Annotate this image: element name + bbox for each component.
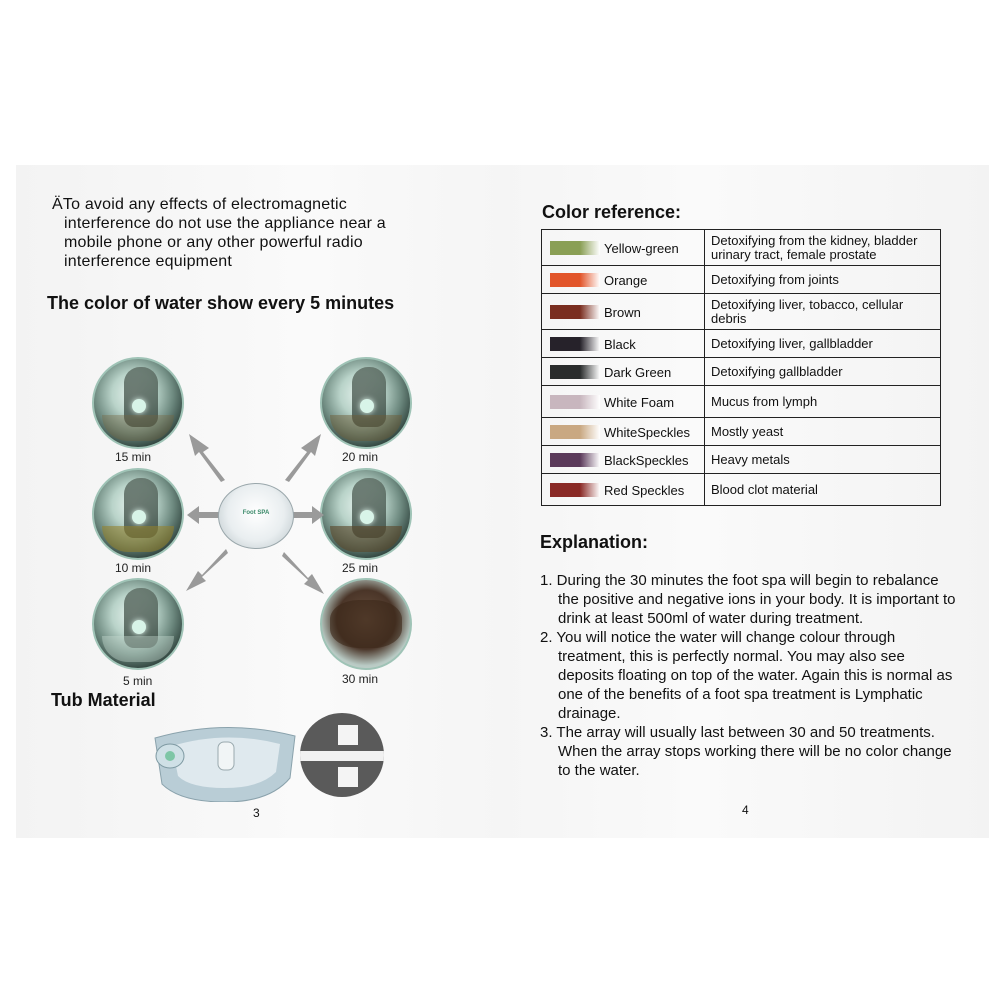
- tub-detail-zoom: [300, 713, 384, 797]
- stage-10min-photo: [92, 468, 184, 560]
- color-swatch: [550, 273, 600, 287]
- warning-line: mobile phone or any other powerful radio: [64, 234, 363, 251]
- arrow-to-20min-icon: [275, 430, 325, 490]
- list-item: 3. The array will usually last between 30 and 50 treatments. When the array stops working there will be no color change to the water.: [540, 724, 952, 779]
- arrow-to-15min-icon: [185, 430, 235, 490]
- arrow-to-30min-icon: [280, 548, 330, 600]
- color-description: Mostly yeast: [705, 418, 941, 446]
- foot-tub-image: [150, 718, 300, 802]
- color-sample-cell: [542, 418, 705, 446]
- emi-warning: [52, 195, 472, 271]
- arrow-to-5min-icon: [182, 545, 232, 595]
- color-sample-cell: [542, 446, 705, 474]
- color-name: Orange: [604, 272, 648, 288]
- color-description: Detoxifying liver, tobacco, cellular debris: [705, 294, 941, 330]
- stage-15min-label: 15 min: [115, 450, 152, 464]
- device-label: Foot SPA: [242, 510, 270, 516]
- color-sample-cell: [542, 386, 705, 418]
- color-description: Detoxifying gallbladder: [705, 358, 941, 386]
- color-sample-cell: [542, 330, 705, 358]
- color-swatch: [550, 395, 600, 409]
- color-swatch: [550, 365, 600, 379]
- color-swatch: [550, 425, 600, 439]
- warning-line: interference equipment: [64, 253, 233, 270]
- color-sample-cell: [542, 358, 705, 386]
- stage-5min-label: 5 min: [123, 674, 153, 688]
- color-description: Heavy metals: [705, 446, 941, 474]
- color-sample-cell: [542, 474, 705, 506]
- color-description: Mucus from lymph: [705, 386, 941, 418]
- stage-30min-photo: [320, 578, 412, 670]
- color-name: Dark Green: [604, 364, 672, 380]
- color-reference-table: [541, 229, 941, 506]
- color-sample-cell: [542, 266, 705, 294]
- color-name: WhiteSpeckles: [604, 424, 690, 440]
- color-swatch: [550, 241, 600, 255]
- stage-10min-label: 10 min: [115, 561, 152, 575]
- color-reference-heading: Color reference:: [542, 202, 682, 222]
- color-name: BlackSpeckles: [604, 452, 689, 468]
- color-swatch: [550, 483, 600, 497]
- explanation-heading: Explanation:: [540, 532, 649, 552]
- color-name: Yellow-green: [604, 240, 679, 256]
- table-row: [542, 330, 941, 358]
- table-row: [542, 446, 941, 474]
- color-swatch: [550, 305, 600, 319]
- color-sample-cell: [542, 230, 705, 266]
- table-row: [542, 474, 941, 506]
- water-color-heading: The color of water show every 5 minutes: [47, 293, 395, 313]
- list-item: 1. During the 30 minutes the foot spa will begin to rebalance the positive and negative ions in your body. It is important to drink at least 500ml of water during treatment.: [540, 572, 956, 627]
- page-number-right: 4: [742, 803, 749, 817]
- table-row: [542, 418, 941, 446]
- color-description: Detoxifying liver, gallbladder: [705, 330, 941, 358]
- stage-15min-photo: [92, 357, 184, 449]
- list-item: 2. You will notice the water will change colour through treatment, this is perfectly normal. You may also see deposits floating on top of the water. Again this is normal as one of the benefits of a foot spa treatment is Lymphatic drainage.: [540, 629, 953, 722]
- color-swatch: [550, 453, 600, 467]
- table-row: [542, 386, 941, 418]
- color-name: Black: [604, 336, 636, 352]
- table-row: [542, 294, 941, 330]
- foot-spa-device: [218, 483, 294, 549]
- explanation-list: [540, 571, 960, 780]
- warning-line: ÄTo avoid any effects of electromagnetic: [52, 196, 347, 213]
- table-row: [542, 230, 941, 266]
- stage-20min-photo: [320, 357, 412, 449]
- arrow-to-10min-icon: [185, 504, 221, 526]
- stage-30min-label: 30 min: [342, 672, 379, 686]
- arrow-to-25min-icon: [290, 504, 326, 526]
- table-row: [542, 266, 941, 294]
- tub-material-heading: Tub Material: [51, 690, 156, 710]
- stage-20min-label: 20 min: [342, 450, 379, 464]
- color-swatch: [550, 337, 600, 351]
- stage-5min-photo: [92, 578, 184, 670]
- color-description: Blood clot material: [705, 474, 941, 506]
- table-row: [542, 358, 941, 386]
- color-description: Detoxifying from joints: [705, 266, 941, 294]
- color-name: White Foam: [604, 394, 675, 410]
- color-sample-cell: [542, 294, 705, 330]
- stage-25min-label: 25 min: [342, 561, 379, 575]
- color-name: Brown: [604, 304, 641, 320]
- page-number-left: 3: [253, 806, 260, 820]
- stage-25min-photo: [320, 468, 412, 560]
- color-description: Detoxifying from the kidney, bladder urinary tract, female prostate: [705, 230, 941, 266]
- color-name: Red Speckles: [604, 482, 685, 498]
- warning-line: interference do not use the appliance near a: [64, 215, 386, 232]
